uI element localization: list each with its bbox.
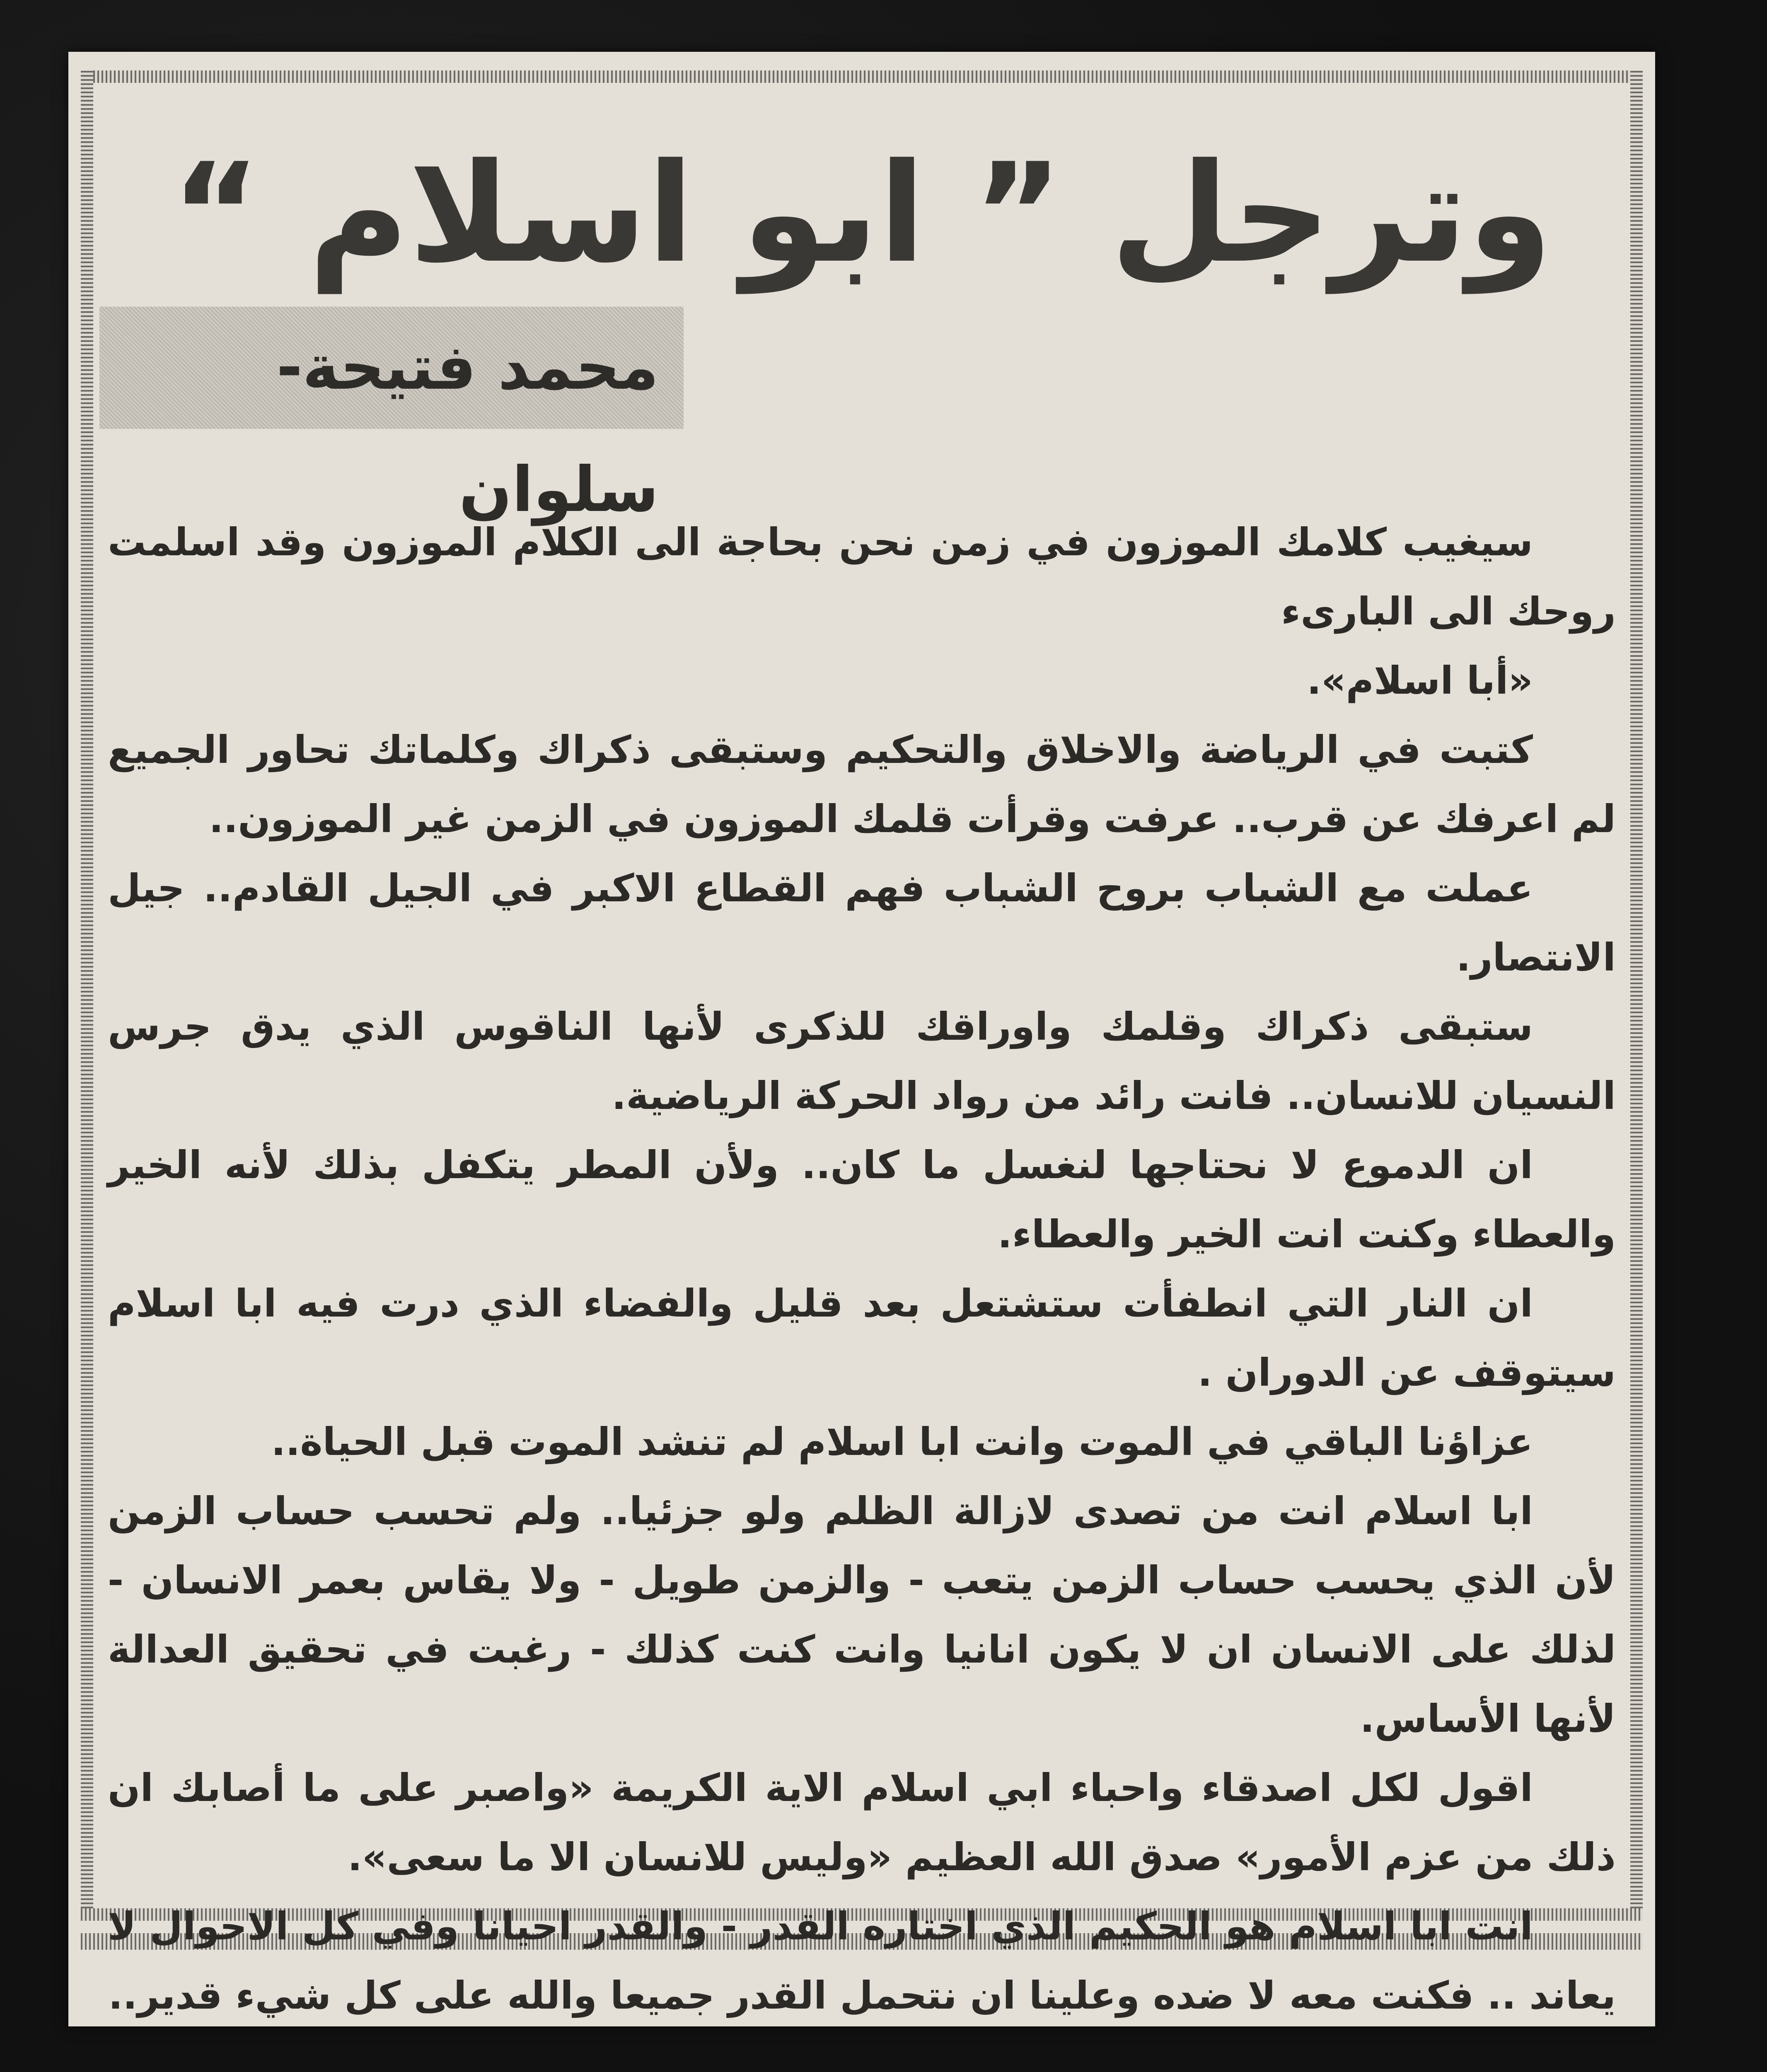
paragraph: عملت مع الشباب بروح الشباب فهم القطاع الاكبر في الجيل القادم.. جيل الانتصار. [108,866,1616,980]
byline: محمد فتيحة-سلوان [276,332,659,526]
frame-border-left [81,70,93,1908]
paragraph: اقول لكل اصدقاء واحباء ابي اسلام الاية الكريمة «واصبر على ما أصابك ان ذلك من عزم الأمور» صدق الله العظيم «وليس للانسان الا ما سعى». [108,1766,1616,1879]
frame-border-top [81,70,1643,83]
headline: وترجل ” ابو اسلام “ [171,134,1552,293]
paragraph: كتبت في الرياضة والاخلاق والتحكيم وستبقى ذكراك وكلماتك تحاور الجميع لم اعرفك عن قرب.. عرفت وقرأت قلمك الموزون في الزمن غير الموزون.. [108,728,1616,841]
frame-border-right [1630,70,1643,1908]
newspaper-clipping [68,52,1655,2026]
paragraph: سيغيب كلامك الموزون في زمن نحن بحاجة الى الكلام الموزون وقد اسلمت روحك الى البارىء [108,520,1616,634]
article-body [108,508,1616,2018]
paragraph: «أبا اسلام». [1307,658,1533,703]
paragraph: ستبقى ذكراك وقلمك واوراقك للذكرى لأنها الناقوس الذي يدق جرس النسيان للانسان.. فانت رائد من رواد الحركة الرياضية. [108,1005,1616,1118]
paragraph: ان النار التي انطفأت ستشتعل بعد قليل والفضاء الذي درت فيه ابا اسلام سيتوقف عن الدوران . [108,1281,1616,1395]
paragraph: انت ابا اسلام هو الحكيم الذي اختاره القدر - والقدر احيانا وفي كل الاحوال لا يعاند .. فكنت معه لا ضده وعلينا ان نتحمل القدر جميعا والله على كل شيء قدير.. [108,1904,1616,2018]
paragraph: ابا اسلام انت من تصدى لازالة الظلم ولو جزئيا.. ولم تحسب حساب الزمن لأن الذي يحسب حساب الزمن يتعب - والزمن طويل - ولا يقاس بعمر الانسان - لذلك على الانسان ان لا يكون انانيا وانت كنت كذلك - رغبت في تحقيق العدالة لأنها الأساس. [108,1489,1616,1741]
paragraph: ان الدموع لا نحتاجها لنغسل ما كان.. ولأن المطر يتكفل بذلك لأنه الخير والعطاء وكنت انت الخير والعطاء. [108,1143,1616,1256]
byline-box [99,307,684,526]
paragraph: عزاؤنا الباقي في الموت وانت ابا اسلام لم تنشد الموت قبل الحياة.. [271,1420,1533,1464]
